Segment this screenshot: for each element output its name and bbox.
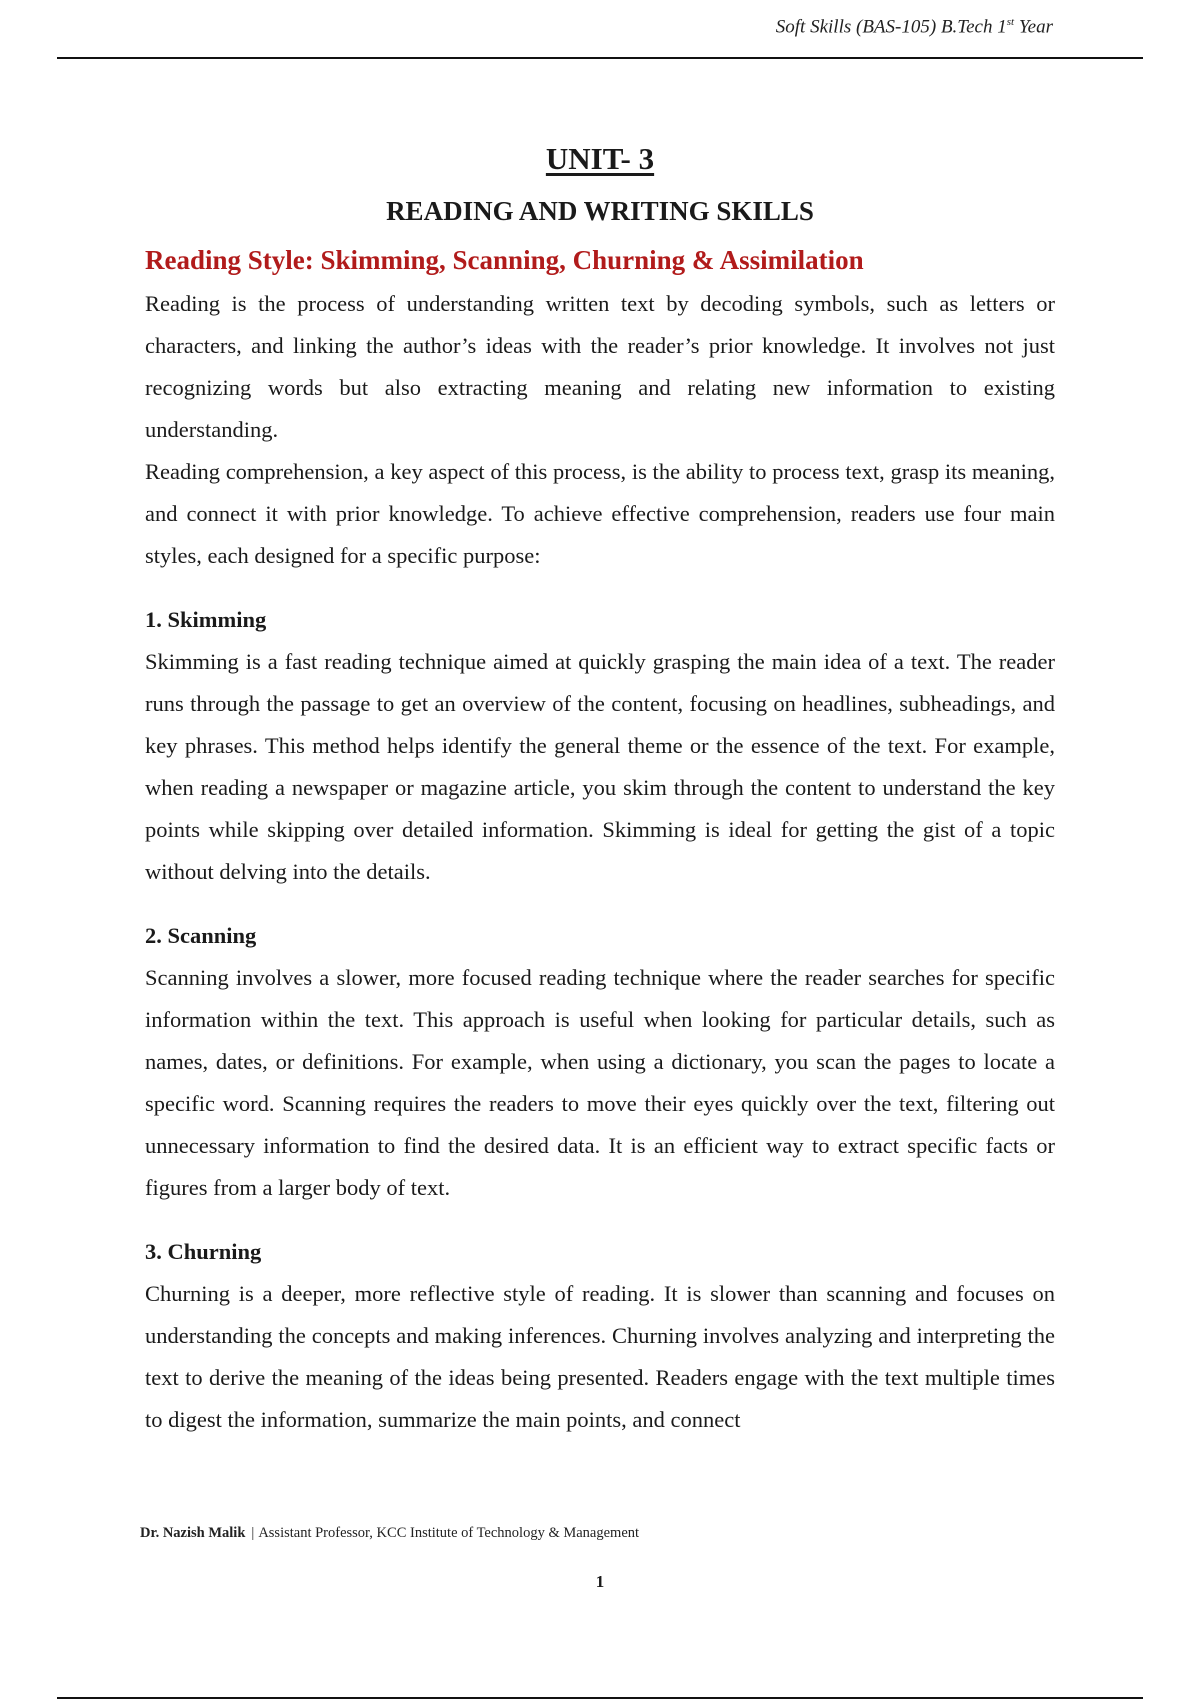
year-suffix: st [1006, 16, 1015, 28]
footer-author: Dr. Nazish Malik [140, 1525, 246, 1541]
reading-style-heading: Reading Style: Skimming, Scanning, Churning & Assimilation [145, 244, 864, 275]
unit-title: UNIT- 3 [545, 141, 655, 176]
document-body [145, 140, 1055, 1441]
section-title: READING AND WRITING SKILLS [386, 196, 814, 227]
course-header [776, 16, 1053, 38]
churning-paragraph: Churning is a deeper, more reflective style of reading. It is slower than scanning and focuses on understanding the concepts and making inferences. Churning involves analyzing and interpreting the text to derive the meaning of the ideas being presented. Readers engage with the text multiple times to digest the information, summarize the main points, and connect [145, 1281, 1055, 1433]
page-number: 1 [595, 1572, 605, 1591]
footer-affiliation: Assistant Professor, KCC Institute of Technology & Management [258, 1525, 640, 1541]
intro-paragraph-1: Reading is the process of understanding written text by decoding symbols, such as letters or characters, and linking the author’s ideas with the reader’s prior knowledge. It involves not just recognizing words but also extracting meaning and relating new information to existing understanding. [145, 291, 1055, 443]
skimming-paragraph: Skimming is a fast reading technique aimed at quickly grasping the main idea of a text. The reader runs through the passage to get an overview of the content, focusing on headlines, subheadings, and key phrases. This method helps identify the general theme or the essence of the text. For example, when reading a newspaper or magazine article, you skim through the content to understand the key points while skipping over detailed information. Skimming is ideal for getting the gist of a topic without delving into the details. [145, 649, 1055, 885]
footer-separator: | [251, 1525, 255, 1541]
skimming-heading: 1. Skimming [145, 607, 267, 633]
bottom-divider [57, 1697, 1143, 1699]
page-header [57, 0, 1143, 59]
scanning-paragraph: Scanning involves a slower, more focused reading technique where the reader searches for specific information within the text. This approach is useful when looking for particular details, such as names, dates, or definitions. For example, when using a dictionary, you scan the pages to locate a specific word. Scanning requires the readers to move their eyes quickly over the text, filtering out unnecessary information to find the desired data. It is an efficient way to extract specific facts or figures from a larger body of text. [145, 965, 1055, 1201]
course-text: Soft Skills (BAS-105) B.Tech 1 [775, 16, 1007, 38]
churning-heading: 3. Churning [145, 1239, 262, 1265]
year-text: Year [1014, 16, 1053, 38]
scanning-heading: 2. Scanning [145, 923, 257, 949]
intro-paragraph-2: Reading comprehension, a key aspect of this process, is the ability to process text, grasp its meaning, and connect it with prior knowledge. To achieve effective comprehension, readers use four main styles, each designed for a specific purpose: [145, 459, 1055, 569]
page-footer [140, 1525, 639, 1542]
